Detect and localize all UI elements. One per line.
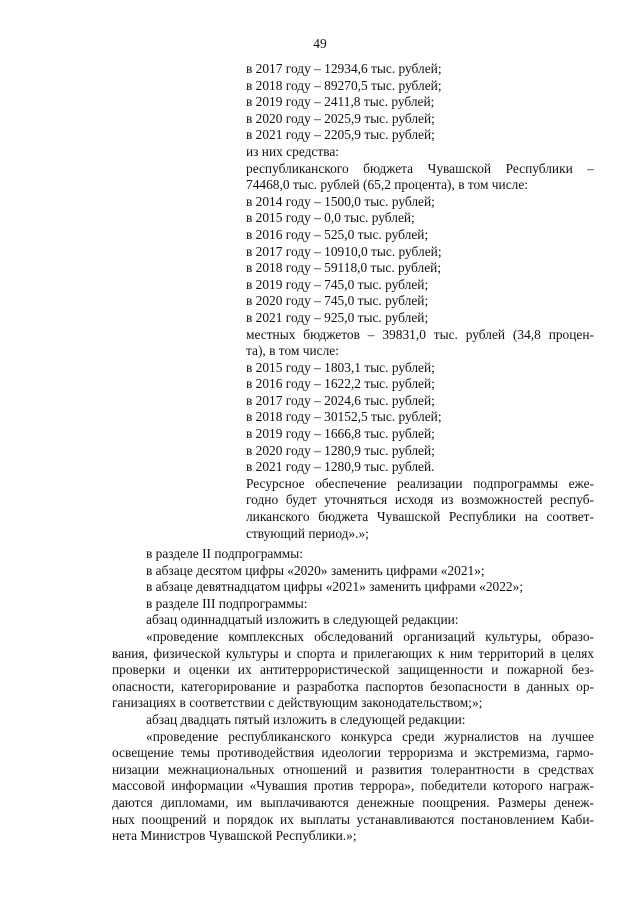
funding-line: в 2014 году – 1500,0 тыс. рублей; bbox=[246, 193, 435, 209]
funding-line: в 2017 году – 10910,0 тыс. рублей; bbox=[246, 243, 442, 259]
funding-line: в 2021 году – 2205,9 тыс. рублей; bbox=[246, 127, 435, 143]
text-line: ганизациях в соответствии с действующим законодательством;»; bbox=[112, 695, 483, 711]
funding-line: ствующий период».»; bbox=[246, 525, 369, 541]
text-line: в абзаце десятом цифры «2020» заменить цифрами «2021»; bbox=[146, 562, 485, 578]
funding-line: в 2021 году – 1280,9 тыс. рублей. bbox=[246, 459, 435, 475]
text-line: в абзаце девятнадцатом цифры «2021» заменить цифрами «2022»; bbox=[146, 579, 524, 595]
funding-line: в 2018 году – 89270,5 тыс. рублей; bbox=[246, 77, 442, 93]
funding-line: та), в том числе: bbox=[246, 343, 339, 359]
funding-line: в 2019 году – 745,0 тыс. рублей; bbox=[246, 276, 429, 292]
funding-line: в 2015 году – 1803,1 тыс. рублей; bbox=[246, 359, 435, 375]
text-line: вания, физической культуры и спорта и прилегающих к ним территорий в целях bbox=[112, 645, 594, 661]
text-line: освещение темы противодействия идеологии терроризма и экстремизма, гармо- bbox=[112, 745, 594, 761]
funding-line: в 2016 году – 525,0 тыс. рублей; bbox=[246, 226, 429, 242]
funding-line: республиканского бюджета Чувашской Республики – bbox=[246, 160, 594, 176]
funding-line: в 2018 году – 59118,0 тыс. рублей; bbox=[246, 260, 442, 276]
funding-line: в 2020 году – 1280,9 тыс. рублей; bbox=[246, 442, 435, 458]
funding-line: из них средства: bbox=[246, 143, 340, 159]
text-line: массовой информации «Чувашия против террора», победители которого награж- bbox=[112, 778, 594, 794]
text-line: абзац двадцать пятый изложить в следующей редакции: bbox=[146, 711, 466, 727]
funding-line: годно будет уточняться исходя из возможностей респуб- bbox=[246, 492, 594, 508]
text-line: «проведение республиканского конкурса среди журналистов на лучшее bbox=[146, 728, 594, 744]
text-line: «проведение комплексных обследований организаций культуры, образо- bbox=[146, 628, 594, 644]
text-line: абзац одиннадцатый изложить в следующей редакции: bbox=[146, 612, 459, 628]
page-number: 49 bbox=[313, 36, 327, 51]
text-line: низации межнациональных отношений и развития толерантности в средствах bbox=[112, 761, 594, 777]
text-line: даются дипломами, им выплачиваются денежные поощрения. Размеры денеж- bbox=[112, 794, 594, 810]
funding-line: в 2017 году – 12934,6 тыс. рублей; bbox=[246, 61, 442, 76]
funding-line: в 2018 году – 30152,5 тыс. рублей; bbox=[246, 409, 442, 425]
text-line: нета Министров Чувашской Республики.»; bbox=[112, 828, 357, 844]
funding-line: в 2020 году – 745,0 тыс. рублей; bbox=[246, 293, 429, 309]
text-line: в разделе III подпрограммы: bbox=[146, 595, 308, 611]
text-line: ных поощрений и порядок их выплаты устанавливаются постановлением Каби- bbox=[112, 811, 594, 827]
funding-line: в 2019 году – 2411,8 тыс. рублей; bbox=[246, 94, 435, 110]
funding-line: в 2016 году – 1622,2 тыс. рублей; bbox=[246, 376, 435, 392]
funding-line: в 2017 году – 2024,6 тыс. рублей; bbox=[246, 392, 435, 408]
funding-block bbox=[246, 61, 594, 542]
funding-line: 74468,0 тыс. рублей (65,2 процента), в том числе: bbox=[246, 177, 528, 193]
funding-line: местных бюджетов – 39831,0 тыс. рублей (34,8 процен- bbox=[246, 326, 594, 342]
funding-line: в 2015 году – 0,0 тыс. рублей; bbox=[246, 210, 415, 226]
funding-line: в 2020 году – 2025,9 тыс. рублей; bbox=[246, 110, 435, 126]
text-line: опасности, категорирование и разработка паспортов безопасности в данных ор- bbox=[112, 678, 594, 694]
funding-line: Ресурсное обеспечение реализации подпрограммы еже- bbox=[246, 475, 594, 491]
text-line: в разделе II подпрограммы: bbox=[146, 546, 303, 561]
amendment-text bbox=[112, 546, 594, 845]
text-line: проверки и оценки их антитеррористической защищенности и пожарной без- bbox=[112, 662, 594, 678]
funding-line: в 2021 году – 925,0 тыс. рублей; bbox=[246, 309, 429, 325]
funding-line: ликанского бюджета Чувашской Республики на соответ- bbox=[246, 509, 594, 525]
funding-line: в 2019 году – 1666,8 тыс. рублей; bbox=[246, 426, 435, 442]
